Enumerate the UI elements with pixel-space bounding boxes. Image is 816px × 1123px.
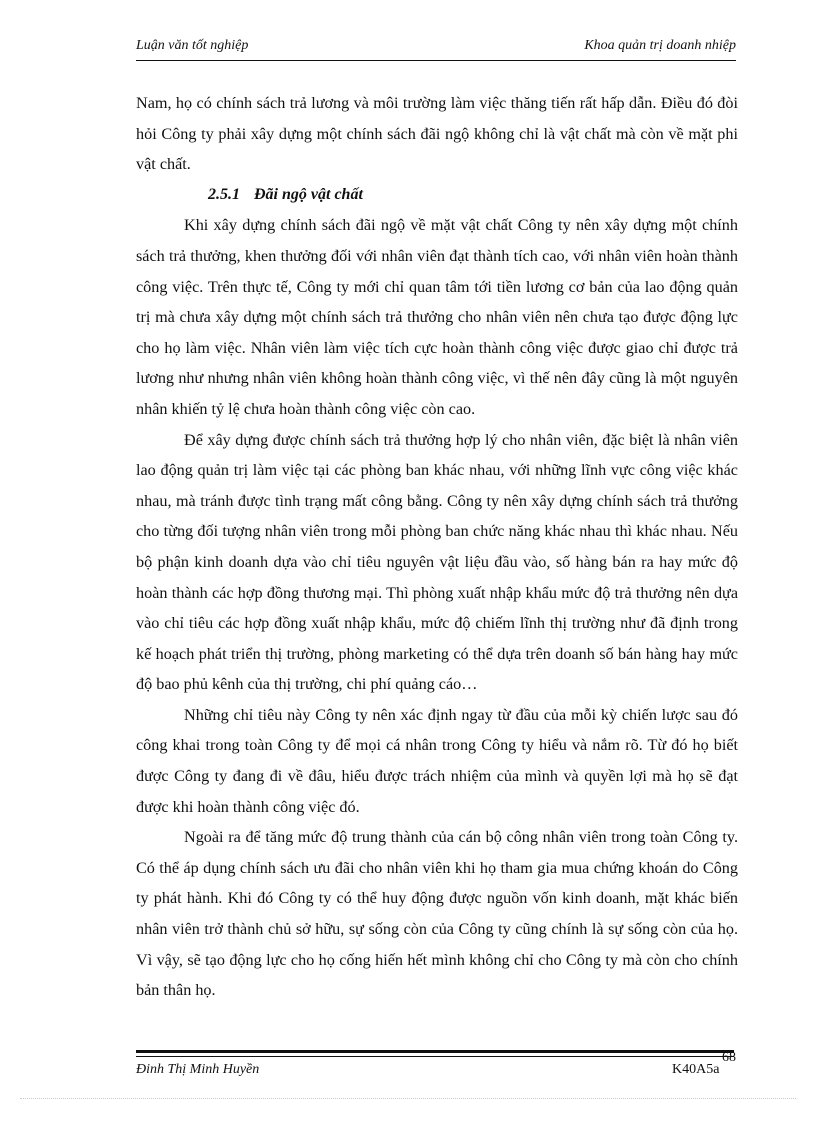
paragraph-material-policy: Khi xây dựng chính sách đãi ngộ về mặt vật chất Công ty nên xây dựng một chính sách trả thưởng, khen thưởng đối với nhân viên đạt thành tích cao, với nhân viên hoàn thành công việc. Trên thực tế, Công ty mới chỉ quan tâm tới tiền lương cơ bản của lao động quản trị mà chưa xây dựng một chính sách trả thưởng cho nhân viên nên chưa tạo được động lực cho họ làm việc. Nhân viên làm việc tích cực hoàn thành công việc được giao chỉ được trả lương như nhưng nhân viên không hoàn thành công việc, vì thế nên đây cũng là một nguyên nhân khiến tỷ lệ chưa hoàn thành công việc còn cao.: [136, 216, 738, 418]
page-number: 68: [722, 1050, 736, 1065]
paragraph-criteria: Những chỉ tiêu này Công ty nên xác định ngay từ đầu của mỗi kỳ chiến lược sau đó công khai trong toàn Công ty để mọi cá nhân trong Công ty hiểu và nắm rõ. Từ đó họ biết được Công ty đang đi về đâu, hiểu được trách nhiệm của mình và quyền lợi mà họ sẽ đạt được khi hoàn thành công việc đó.: [136, 705, 738, 816]
paragraph-stock-incentive: Ngoài ra để tăng mức độ trung thành của cán bộ công nhân viên trong toàn Công ty. Có thể áp dụng chính sách ưu đãi cho nhân viên khi họ tham gia mua chứng khoán do Công ty phát hành. Khi đó Công ty có thể huy động được nguồn vốn kinh doanh, mặt khác biến nhân viên trở thành chủ sở hữu, sự sống còn của Công ty cũng chính là sự sống còn của họ. Vì vậy, sẽ tạo động lực cho họ cống hiến hết mình không chỉ cho Công ty mà còn cho chính bản thân họ.: [136, 828, 738, 1000]
header-thesis-label: Luận văn tốt nghiệp: [136, 38, 249, 53]
page-header: [136, 38, 736, 60]
section-title: Đãi ngộ vật chất: [254, 185, 363, 203]
footer-divider-thin: [136, 1056, 734, 1057]
header-faculty-label: Khoa quản trị doanh nhiệp: [584, 38, 736, 53]
footer-author: Đinh Thị Minh Huyền: [136, 1062, 260, 1077]
footer-class-code: K40A5a: [672, 1062, 720, 1077]
paragraph-continuation: Nam, họ có chính sách trả lương và môi trường làm việc thăng tiến rất hấp dẫn. Điều đó đòi hỏi Công ty phải xây dựng một chính sách đãi ngộ không chỉ là vật chất mà còn về mặt phi vật chất.: [136, 94, 738, 174]
section-heading: [136, 180, 738, 211]
footer-divider-thick: [136, 1050, 734, 1053]
section-number: 2.5.1: [208, 185, 240, 203]
header-divider: [136, 60, 736, 61]
document-body: [136, 88, 738, 1006]
page-bottom-border: [20, 1098, 796, 1099]
paragraph-reward-policy: Để xây dựng được chính sách trả thưởng hợp lý cho nhân viên, đặc biệt là nhân viên lao động quản trị làm việc tại các phòng ban khác nhau, với những lĩnh vực công việc khác nhau, mà tránh được tình trạng mất công bằng. Công ty nên xây dựng chính sách trả thưởng cho từng đối tượng nhân viên trong mỗi phòng ban chức năng khác nhau thì khác nhau. Nếu bộ phận kinh doanh dựa vào chỉ tiêu nguyên vật liệu đầu vào, số hàng bán ra hay mức độ hoàn thành các hợp đồng thương mại. Thì phòng xuất nhập khẩu mức độ trả thưởng nên dựa vào chỉ tiêu các hợp đồng xuất nhập khẩu, mức độ chiếm lĩnh thị trường như đã định trong kế hoạch phát triển thị trường, phòng marketing có thể dựa trên doanh số bán hàng hay mức độ bao phủ kênh của thị trường, chi phí quảng cáo…: [136, 430, 738, 694]
